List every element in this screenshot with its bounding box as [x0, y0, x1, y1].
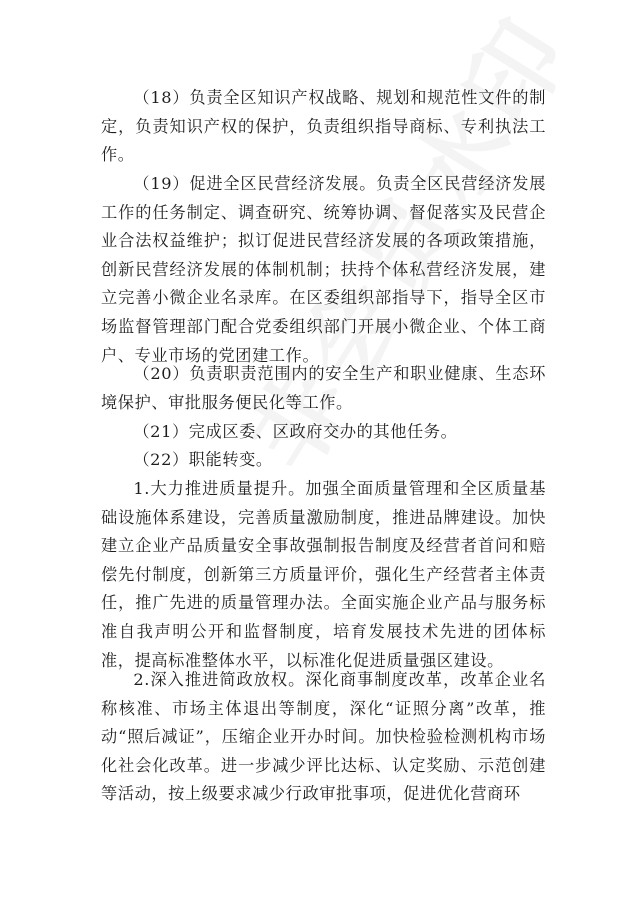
paragraph-21: （21）完成区委、区政府交办的其他任务。 [133, 422, 458, 441]
paragraph-20: （20）负责职责范围内的安全生产和职业健康、生态环境保护、审批服务便民化等工作。 [101, 364, 546, 412]
paragraph-quality: 1.大力推进质量提升。加强全面质量管理和全区质量基础设施体系建设，完善质量激励制度，推进品牌建设。加快建立企业产品质量安全事故强制报告制度及经营者首问和赔偿先付制度，创新第三方质量评价，强化生产经营者主体责任，推广先进的质量管理办法。全面实施企业产品与服务标准自我声明公开和监督制度，培育发展技术先进的团体标准，提高标准整体水平，以标准化促进质量强区建设。 [101, 479, 546, 670]
paragraph-22: （22）职能转变。 [133, 450, 273, 469]
paragraph-decentralization: 2.深入推进简政放权。深化商事制度改革，改革企业名称核准、市场主体退出等制度，深化“证照分离”改革，推动“照后减证”，压缩企业开办时间。加快检验检测机构市场化社会化改革。进一步减少评比达标、认定奖励、示范创建等活动，按上级要求减少行政审批事项，促进优化营商环 [101, 670, 546, 804]
paragraph-19: （19）促进全区民营经济发展。负责全区民营经济发展工作的任务制定、调查研究、统筹协调、督促落实及民营企业合法权益维护；拟订促进民营经济发展的各项政策措施，创新民营经济发展的体制机制；扶持个体私营经济发展，建立完善小微企业名录库。在区委组织部指导下，指导全区市场监督管理部门配合党委组织部门开展小微企业、个体工商户、专业市场的党团建工作。 [101, 174, 546, 365]
paragraph-18: （18）负责全区知识产权战略、规划和规范性文件的制定，负责知识产权的保护，负责组织指导商标、专利执法工作。 [101, 88, 546, 165]
